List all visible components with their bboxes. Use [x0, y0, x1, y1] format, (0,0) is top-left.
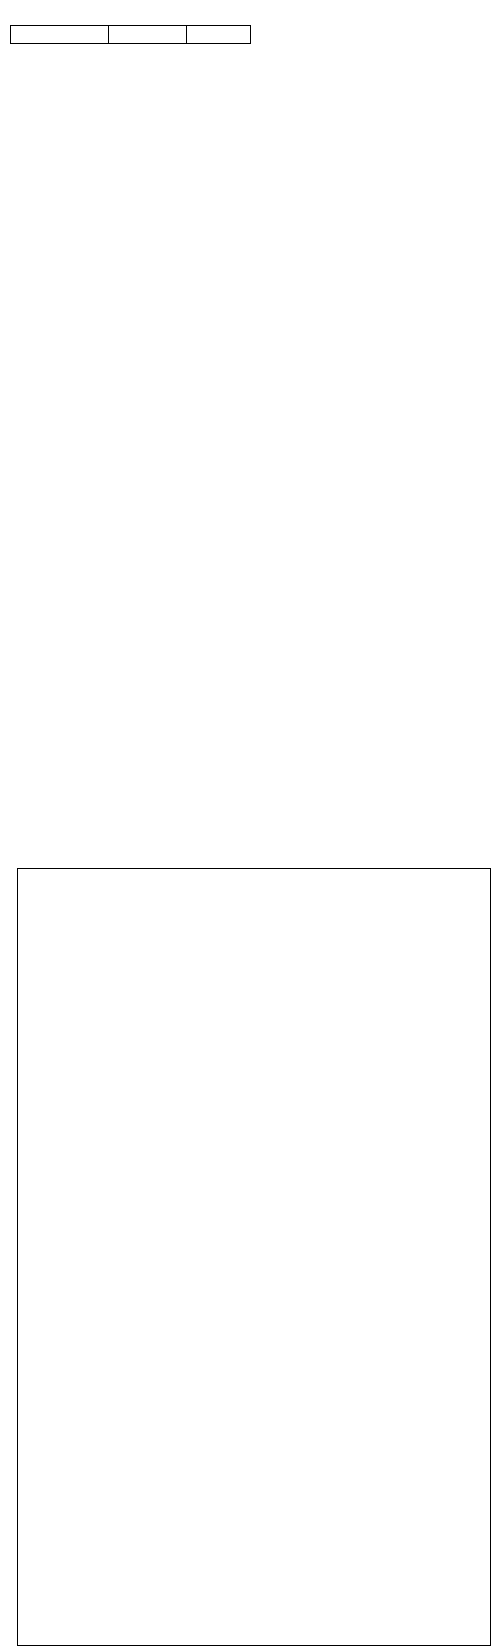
header-year: [11, 26, 109, 44]
data-table: [10, 25, 251, 44]
header-quantity: [109, 26, 187, 44]
chart-area: [17, 868, 491, 1646]
header-yoy: [187, 26, 251, 44]
table-header-row: [11, 26, 251, 44]
bar-chart: [18, 869, 490, 1645]
